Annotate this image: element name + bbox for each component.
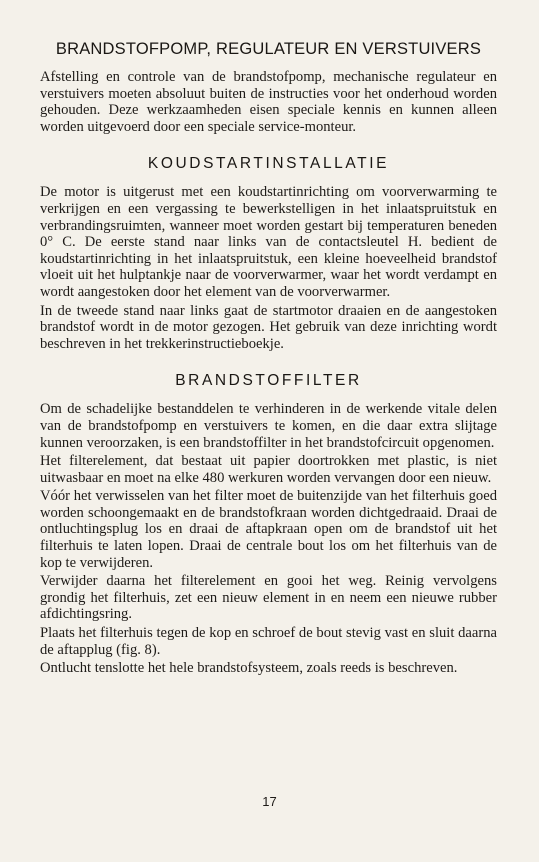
paragraph-fuel-filter-1: Om de schadelijke bestanddelen te verhinderen in de werkende vitale delen van de brandstofpomp en verstuivers te komen, en die daar extra slijtage kunnen veroorzaken, is een brandstoffilter in het brandstofcircuit opgenomen. [40,401,497,451]
paragraph-fuel-filter-3: Vóór het verwisselen van het filter moet de buitenzijde van het filterhuis goed worden schoongemaakt en de brandstofkraan worden dichtgedraaid. Draai de ontluchtingsplug los en draai de aftapkraan open om de brandstof uit het filterhuis te laten lopen. Draai de centrale bout los om het filterhuis van de kop te verwijderen. [40,488,497,571]
section-fuel-filter [40,372,497,677]
section-heading-cold-start: KOUDSTARTINSTALLATIE [147,155,390,173]
paragraph-fuel-filter-2: Het filterelement, dat bestaat uit papier doortrokken met plastic, is niet uitwasbaar en moet na elke 480 werkuren worden vervangen door een nieuw. [40,453,497,486]
section-heading-fuel-pump: BRANDSTOFPOMP, REGULATEUR EN VERSTUIVERS [55,40,482,58]
paragraph-fuel-filter-6: Ontlucht tenslotte het hele brandstofsysteem, zoals reeds is beschreven. [40,660,458,677]
paragraph-fuel-filter-5: Plaats het filterhuis tegen de kop en schroef de bout stevig vast en sluit daarna de aftapplug (fig. 8). [40,625,497,658]
paragraph-cold-start-2: In de tweede stand naar links gaat de startmotor draaien en de aangestoken brandstof wordt in de motor gezogen. Het gebruik van deze inrichting wordt beschreven in het trekkerinstructieboekje. [40,302,497,352]
section-heading-fuel-filter: BRANDSTOFFILTER [175,372,362,390]
section-fuel-pump [40,40,497,135]
paragraph-fuel-pump-1: Afstelling en controle van de brandstofpomp, mechanische regulateur en verstuivers moeten absoluut buiten de instructies voor het onderhoud worden gehouden. Deze werkzaamheden eisen speciale kennis en kunnen alleen worden uitgevoerd door een speciale service-monteur. [40,69,497,135]
page-number: 17 [262,794,277,809]
section-cold-start [40,155,497,352]
paragraph-fuel-filter-4: Verwijder daarna het filterelement en gooi het weg. Reinig vervolgens grondig het filterhuis, zet een nieuw element in en neem een nieuwe rubber afdichtingsring. [40,573,497,623]
paragraph-cold-start-1: De motor is uitgerust met een koudstartinrichting om voorverwarming te verkrijgen en een vergassing te bewerkstelligen in het inlaatspruitstuk en verbrandingsruimten, wanneer moet worden gestart bij temperaturen beneden 0° C. De eerste stand naar links van de contactsleutel H. bedient de koudstartinrichting in het inlaatspruitstuk, een kleine hoeveelheid brandstof vloeit uit het hulptankje naar de voorverwarmer, waar het wordt verdampt en wordt aangestoken door het element van de voorverwarmer. [40,184,497,300]
